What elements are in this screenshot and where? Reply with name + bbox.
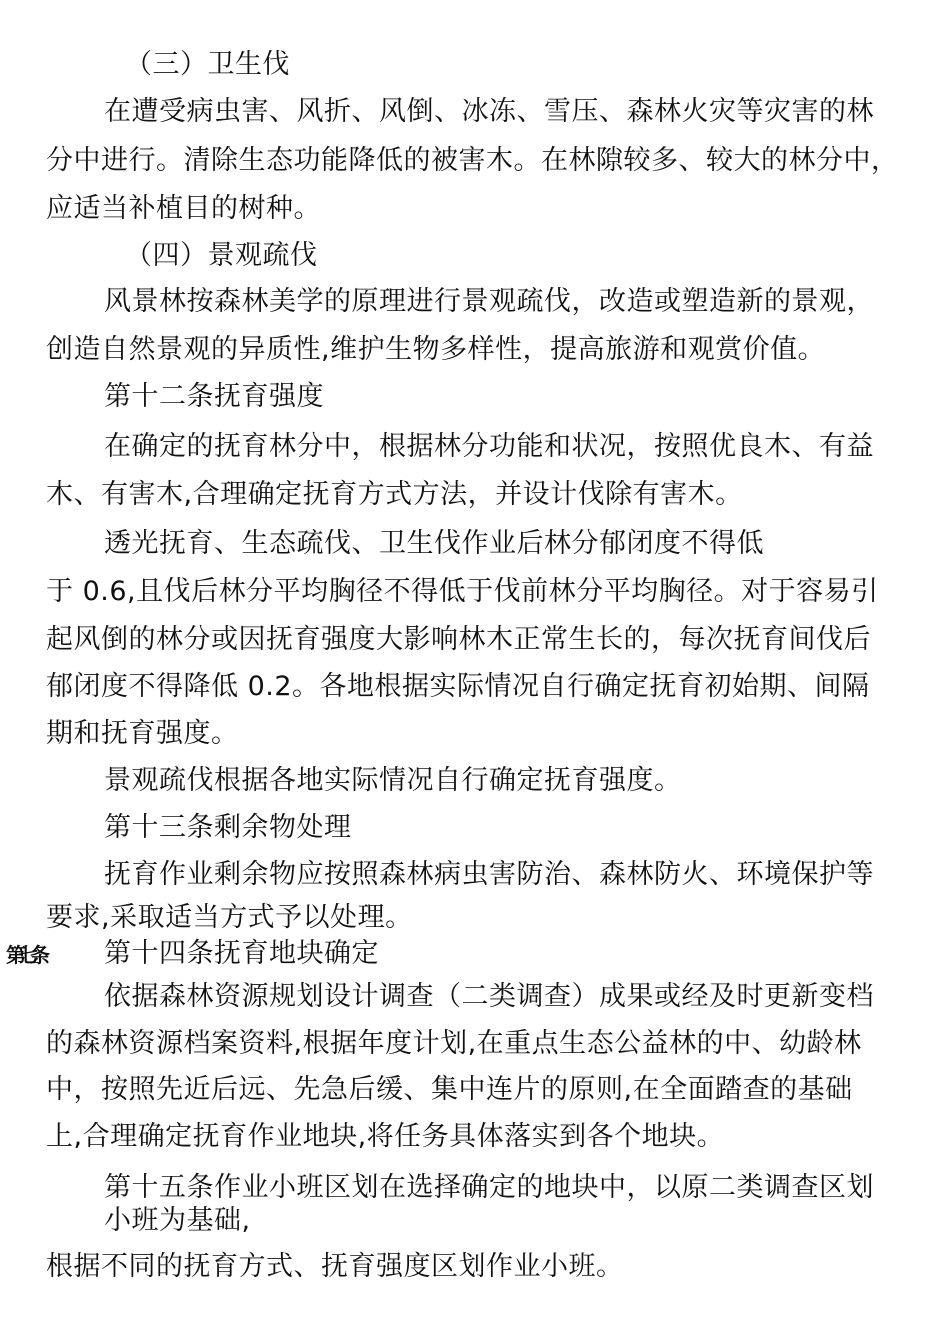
heading-landscape-thinning: （四）景观疏伐 [125,240,318,271]
heading-article-14: 第十四条抚育地块确定 [104,938,379,969]
paragraph-line: 郁闭度不得降低 0.2。各地根据实际情况自行确定抚育初始期、间隔 [46,671,870,702]
paragraph-line: 期和抚育强度。 [46,718,239,749]
paragraph-line: 景观疏伐根据各地实际情况自行确定抚育强度。 [104,765,682,796]
paragraph-line: 木、有害木,合理确定抚育方式方法，并设计伐除有害木。 [46,479,743,510]
paragraph-line: 中，按照先近后远、先急后缓、集中连片的原则,在全面踏查的基础 [46,1074,853,1105]
margin-article-mark: 第七条 [6,943,42,967]
paragraph-line: 创造自然景观的异质性,维护生物多样性，提高旅游和观赏价值。 [46,334,826,365]
paragraph-line: 起风倒的林分或因抚育强度大影响林木正常生长的，每次抚育间伐后 [46,624,871,655]
paragraph-line: 在遭受病虫害、风折、风倒、冰冻、雪压、森林火灾等灾害的林 [104,96,874,127]
paragraph-line: 于 0.6,且伐后林分平均胸径不得低于伐前林分平均胸径。对于容易引 [46,576,879,607]
paragraph-line: 在确定的抚育林分中，根据林分功能和状况，按照优良木、有益 [104,431,874,462]
paragraph-line: 的森林资源档案资料,根据年度计划,在重点生态公益林的中、幼龄林 [46,1028,862,1059]
paragraph-line: 风景林按森林美学的原理进行景观疏伐，改造或塑造新的景观， [104,286,874,317]
heading-article-15: 第十五条作业小班区划在选择确定的地块中，以原二类调查区划 [104,1172,874,1203]
paragraph-line: 分中进行。清除生态功能降低的被害木。在林隙较多、较大的林分中， [46,145,899,176]
heading-article-13: 第十三条剩余物处理 [104,812,352,843]
paragraph-line: 抚育作业剩余物应按照森林病虫害防治、森林防火、环境保护等 [104,859,874,890]
paragraph-line: 依据森林资源规划设计调查（二类调查）成果或经及时更新变档 [104,981,874,1012]
paragraph-line: 应适当补植目的树种。 [46,193,321,224]
paragraph-line: 小班为基础, [104,1205,251,1236]
heading-article-12: 第十二条抚育强度 [104,381,324,412]
paragraph-line: 上,合理确定抚育作业地块,将任务具体落实到各个地块。 [46,1121,725,1152]
paragraph-line: 要求,采取适当方式予以处理。 [46,902,413,933]
heading-sanitation-felling: （三）卫生伐 [125,49,290,80]
paragraph-line: 根据不同的抚育方式、抚育强度区划作业小班。 [46,1251,624,1282]
paragraph-line: 透光抚育、生态疏伐、卫生伐作业后林分郁闭度不得低 [104,528,764,559]
